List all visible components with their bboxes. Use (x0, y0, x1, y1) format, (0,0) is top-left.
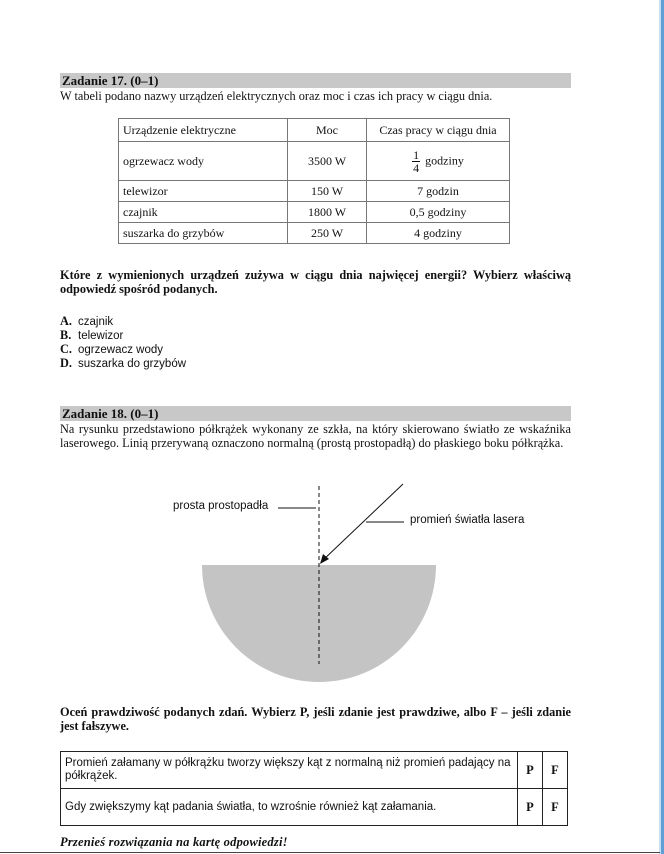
answer-options (60, 314, 186, 370)
true-option[interactable]: P (518, 752, 543, 789)
table-row (119, 142, 510, 181)
device-name: telewizor (119, 181, 288, 202)
statement-row (61, 789, 568, 826)
statement-text: Gdy zwiększymy kąt padania światła, to wzrośnie również kąt załamania. (61, 789, 518, 826)
device-table (118, 118, 510, 244)
device-power: 1800 W (288, 202, 367, 223)
table-row (119, 202, 510, 223)
fraction-numerator: 1 (413, 147, 420, 162)
option-b[interactable] (60, 328, 186, 342)
option-a[interactable] (60, 314, 186, 328)
option-letter: C. (60, 342, 72, 356)
task18-intro: Na rysunku przedstawiono półkrążek wykonany ze szkła, na który skierowano światło ze wskaźnika laserowego. Linią przerywaną oznaczono normalną (prostą prostopadłą) do płaskiego boku półkrążka. (60, 422, 571, 450)
time-fraction (412, 149, 420, 174)
device-time: 0,5 godziny (367, 202, 510, 223)
task18-title: Zadanie 18. (0–1) (60, 406, 571, 421)
device-time (367, 142, 510, 181)
device-power: 250 W (288, 223, 367, 244)
option-letter: A. (60, 314, 72, 328)
laser-ray (321, 484, 403, 562)
table-row (119, 223, 510, 244)
false-option[interactable]: F (543, 789, 568, 826)
task17-intro: W tabeli podano nazwy urządzeń elektrycznych oraz moc i czas ich pracy w ciągu dnia. (60, 89, 493, 103)
task18-instruction: Oceń prawdziwość podanych zdań. Wybierz P, jeśli zdanie jest prawdziwe, albo F – jeśli zdanie jest fałszywe. (60, 705, 571, 733)
true-option[interactable]: P (518, 789, 543, 826)
device-name: ogrzewacz wody (119, 142, 288, 181)
device-time: 7 godzin (367, 181, 510, 202)
device-power: 150 W (288, 181, 367, 202)
option-text: czajnik (78, 316, 114, 328)
device-time: 4 godziny (367, 223, 510, 244)
glass-half-disc (202, 565, 436, 682)
header-time: Czas pracy w ciągu dnia (367, 119, 510, 142)
optics-figure (0, 478, 664, 688)
label-laser: promień światła lasera (410, 514, 525, 526)
footer-note: Przenieś rozwiązania na kartę odpowiedzi! (60, 835, 288, 849)
false-option[interactable]: F (543, 752, 568, 789)
time-unit: godziny (425, 152, 464, 167)
footer-rule (0, 852, 660, 853)
task17-question: Które z wymienionych urządzeń zużywa w ciągu dnia najwięcej energii? Wybierz właściwą odpowiedź spośród podanych. (60, 268, 571, 296)
label-normal: prosta prostopadła (173, 500, 269, 512)
statement-row (61, 752, 568, 789)
task17-title: Zadanie 17. (0–1) (60, 73, 571, 88)
true-false-table (60, 751, 568, 826)
option-text: suszarka do grzybów (78, 358, 187, 370)
device-name: suszarka do grzybów (119, 223, 288, 244)
fraction-denominator: 4 (413, 160, 420, 175)
table-row (119, 181, 510, 202)
option-c[interactable] (60, 342, 186, 356)
option-letter: B. (60, 328, 72, 342)
header-device: Urządzenie elektryczne (119, 119, 288, 142)
header-power: Moc (288, 119, 367, 142)
table-header-row (119, 119, 510, 142)
statement-text: Promień załamany w półkrążku tworzy większy kąt z normalną niż promień padający na półkrążek. (61, 752, 518, 789)
option-text: ogrzewacz wody (78, 344, 164, 356)
option-d[interactable] (60, 356, 186, 370)
device-power: 3500 W (288, 142, 367, 181)
option-text: telewizor (78, 330, 124, 342)
option-letter: D. (60, 356, 72, 370)
device-name: czajnik (119, 202, 288, 223)
